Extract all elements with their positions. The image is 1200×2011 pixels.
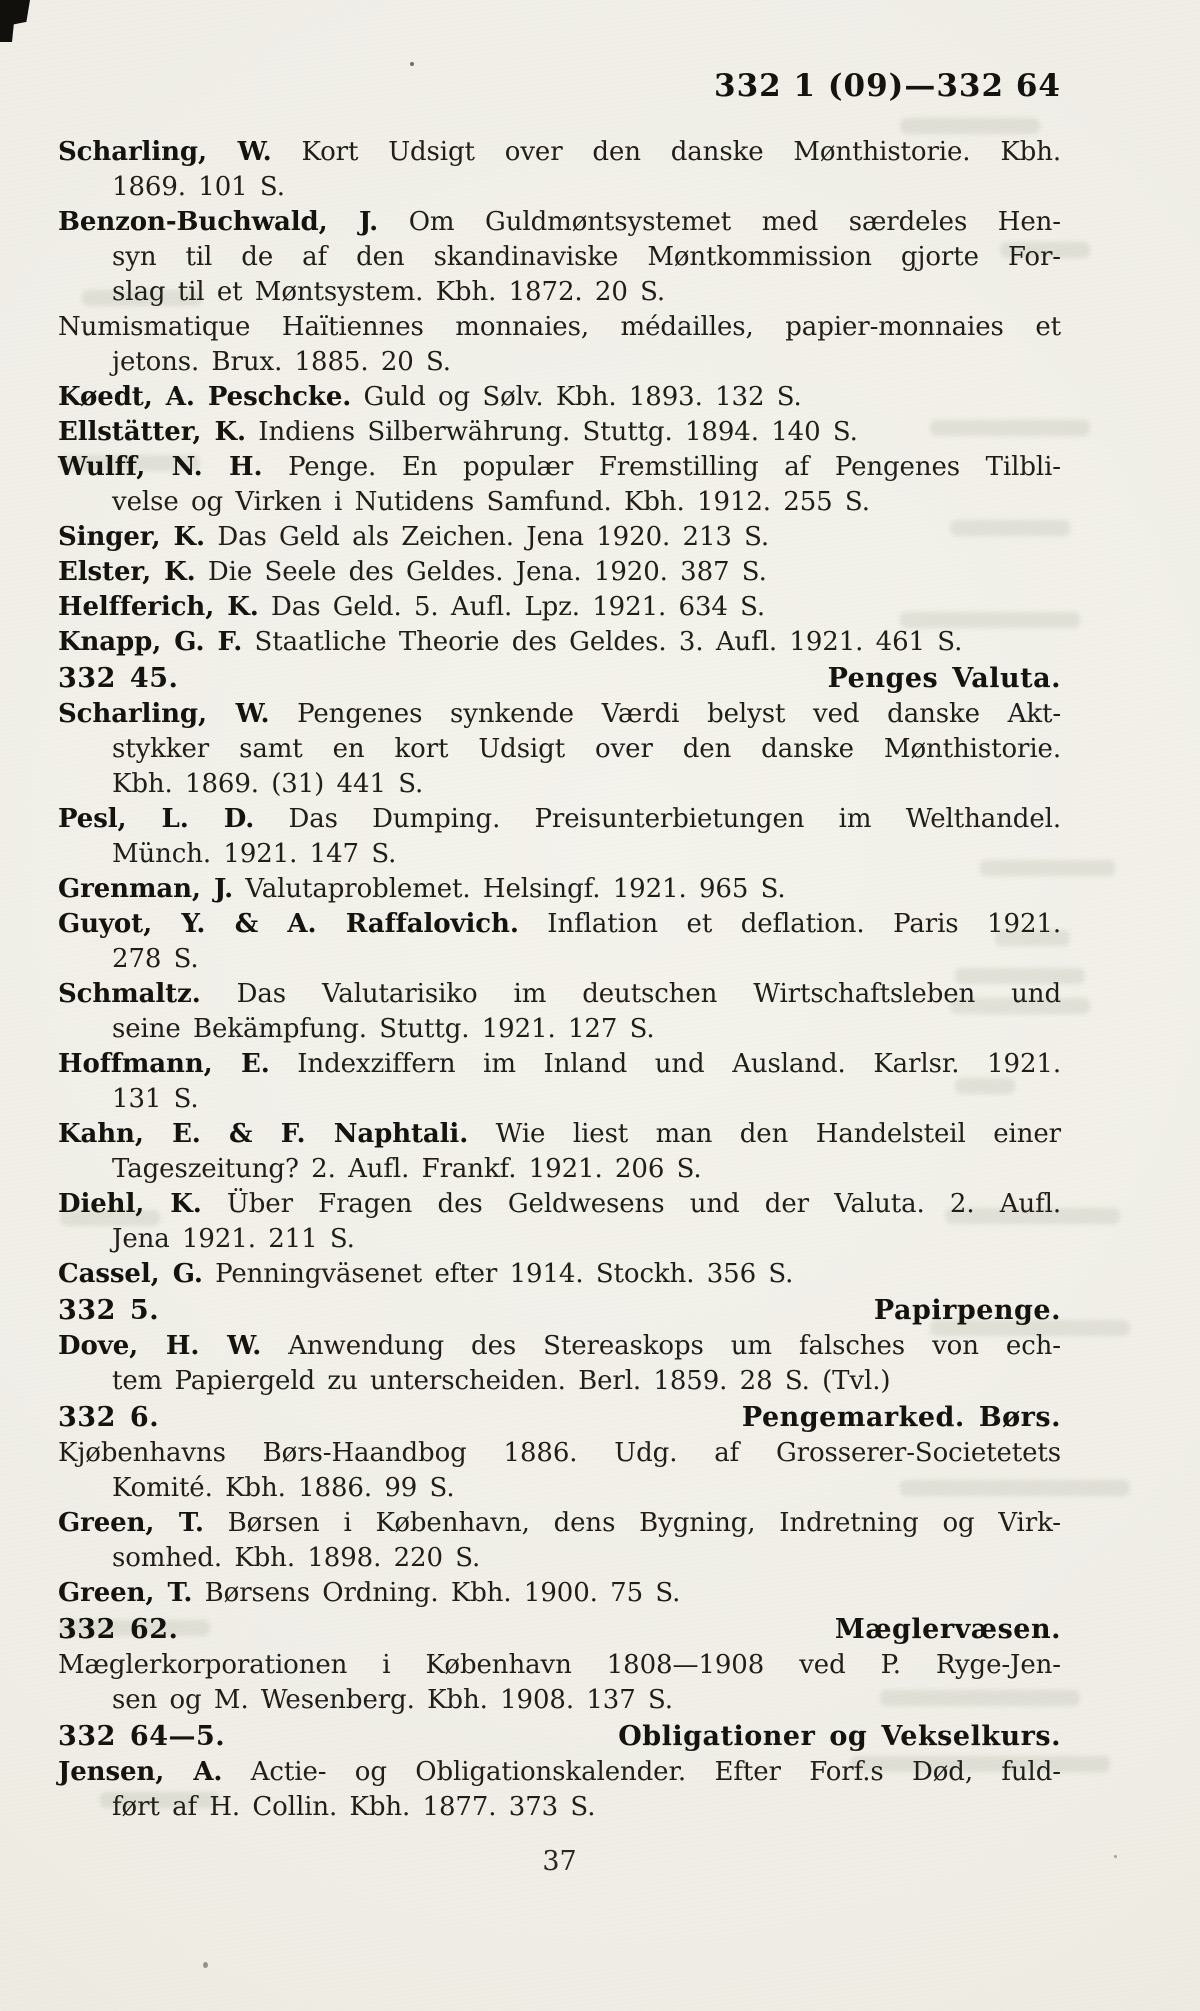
scan-speck: [203, 1962, 208, 1968]
entry-author: Helfferich, K.: [58, 592, 259, 622]
entry-author: Schmaltz.: [58, 979, 201, 1009]
entry-first-line: Schmaltz. Das Valutarisiko im deutschen Wirtschaftsleben und: [58, 979, 1061, 1009]
bibliography-list: [58, 135, 1061, 1825]
bibliography-entry: [58, 697, 1061, 802]
entry-continuation-line: Münch. 1921. 147 S.: [112, 839, 397, 869]
entry-continuation-line: syn til de af den skandinaviske Møntkommission gjorte For-: [112, 242, 1061, 272]
bibliography-entry: [58, 590, 1061, 625]
section-heading: [58, 1718, 1061, 1755]
scan-corner-artifact: [0, 0, 30, 42]
entry-continuation-line: Tageszeitung? 2. Aufl. Frankf. 1921. 206 S.: [112, 1154, 702, 1184]
bibliography-entry: [58, 1187, 1061, 1257]
entry-continuation-line: seine Bekämpfung. Stuttg. 1921. 127 S.: [112, 1014, 655, 1044]
entry-author: Pesl, L. D.: [58, 804, 255, 834]
entry-author: Kahn, E. & F. Naphtali.: [58, 1119, 469, 1149]
entry-first-line: Jensen, A. Actie- og Obligationskalender. Efter Forf.s Død, fuld-: [58, 1757, 1061, 1787]
entry-author: Wulff, N. H.: [58, 452, 263, 482]
entry-first-line: Dove, H. W. Anwendung des Stereaskops um falsches von ech-: [58, 1331, 1061, 1361]
entry-continuation-line: Jena 1921. 211 S.: [112, 1224, 355, 1254]
bibliography-entry: [58, 1506, 1061, 1576]
entry-first-line: Diehl, K. Über Fragen des Geldwesens und der Valuta. 2. Aufl.: [58, 1189, 1061, 1219]
entry-author: Green, T.: [58, 1578, 193, 1608]
scan-speck: [410, 62, 414, 66]
bibliography-entry: [58, 1117, 1061, 1187]
entry-first-line: Mæglerkorporationen i København 1808—1908 ved P. Ryge-Jen-: [58, 1650, 1061, 1680]
entry-continuation-line: Kbh. 1869. (31) 441 S.: [112, 769, 424, 799]
entry-continuation-line: somhed. Kbh. 1898. 220 S.: [112, 1543, 481, 1573]
entry-first-line: Grenman, J. Valutaproblemet. Helsingf. 1921. 965 S.: [58, 874, 786, 904]
entry-continuation-line: 278 S.: [112, 944, 199, 974]
entry-continuation-line: jetons. Brux. 1885. 20 S.: [112, 347, 451, 377]
bibliography-entry: [58, 1755, 1061, 1825]
bibliography-entry: [58, 625, 1061, 660]
entry-author: Scharling, W.: [58, 137, 272, 167]
entry-author: Hoffmann, E.: [58, 1049, 270, 1079]
entry-author: Singer, K.: [58, 522, 205, 552]
entry-first-line: Benzon-Buchwald, J. Om Guldmøntsystemet med særdeles Hen-: [58, 207, 1061, 237]
section-heading: [58, 1292, 1061, 1329]
entry-author: Grenman, J.: [58, 874, 234, 904]
entry-first-line: Scharling, W. Kort Udsigt over den danske Mønthistorie. Kbh.: [58, 137, 1061, 167]
entry-first-line: Kjøbenhavns Børs-Haandbog 1886. Udg. af Grosserer-Societetets: [58, 1438, 1061, 1468]
bibliography-entry: [58, 1576, 1061, 1611]
entry-author: Benzon-Buchwald, J.: [58, 207, 379, 237]
entry-first-line: Knapp, G. F. Staatliche Theorie des Geldes. 3. Aufl. 1921. 461 S.: [58, 627, 963, 657]
entry-author: Knapp, G. F.: [58, 627, 243, 657]
entry-author: Elster, K.: [58, 557, 196, 587]
show-through-artifact: [900, 118, 1040, 134]
bibliography-entry: [58, 415, 1061, 450]
section-code: 332 45.: [58, 663, 179, 694]
bibliography-entry: [58, 1257, 1061, 1292]
section-code: 332 5.: [58, 1295, 160, 1326]
entry-continuation-line: 1869. 101 S.: [112, 172, 285, 202]
section-code: 332 62.: [58, 1614, 179, 1645]
bibliography-entry: [58, 520, 1061, 555]
bibliography-entry: [58, 135, 1061, 205]
entry-continuation-line: stykker samt en kort Udsigt over den danske Mønthistorie.: [112, 734, 1061, 764]
bibliography-entry: [58, 1047, 1061, 1117]
section-title: Papirpenge.: [873, 1295, 1061, 1326]
entry-first-line: Green, T. Børsen i København, dens Bygning, Indretning og Virk-: [58, 1508, 1061, 1538]
bibliography-entry: [58, 310, 1061, 380]
bibliography-entry: [58, 1436, 1061, 1506]
entry-author: Dove, H. W.: [58, 1331, 262, 1361]
bibliography-entry: [58, 1648, 1061, 1718]
bibliography-entry: [58, 907, 1061, 977]
entry-continuation-line: sen og M. Wesenberg. Kbh. 1908. 137 S.: [112, 1685, 673, 1715]
entry-first-line: Elster, K. Die Seele des Geldes. Jena. 1920. 387 S.: [58, 557, 767, 587]
bibliography-entry: [58, 380, 1061, 415]
entry-first-line: Hoffmann, E. Indexziffern im Inland und Ausland. Karlsr. 1921.: [58, 1049, 1061, 1079]
entry-continuation-line: slag til et Møntsystem. Kbh. 1872. 20 S.: [112, 277, 666, 307]
bibliography-entry: [58, 555, 1061, 590]
entry-first-line: Helfferich, K. Das Geld. 5. Aufl. Lpz. 1921. 634 S.: [58, 592, 766, 622]
entry-author: Cassel, G.: [58, 1259, 203, 1289]
entry-first-line: Ellstätter, K. Indiens Silberwährung. Stuttg. 1894. 140 S.: [58, 417, 858, 447]
entry-continuation-line: ført af H. Collin. Kbh. 1877. 373 S.: [112, 1792, 596, 1822]
entry-continuation-line: Komité. Kbh. 1886. 99 S.: [112, 1473, 455, 1503]
section-title: Penges Valuta.: [827, 663, 1061, 694]
bibliography-entry: [58, 802, 1061, 872]
entry-author: Køedt, A. Peschcke.: [58, 382, 352, 412]
entry-first-line: Singer, K. Das Geld als Zeichen. Jena 1920. 213 S.: [58, 522, 770, 552]
entry-author: Guyot, Y. & A. Raffalovich.: [58, 909, 519, 939]
section-code: 332 6.: [58, 1402, 160, 1433]
entry-first-line: Pesl, L. D. Das Dumping. Preisunterbietungen im Welthandel.: [58, 804, 1061, 834]
entry-author: Green, T.: [58, 1508, 204, 1538]
section-heading: [58, 660, 1061, 697]
scan-speck: [1114, 1855, 1117, 1858]
entry-author: Diehl, K.: [58, 1189, 202, 1219]
entry-first-line: Scharling, W. Pengenes synkende Værdi belyst ved danske Akt-: [58, 699, 1062, 729]
entry-first-line: Cassel, G. Penningväsenet efter 1914. Stockh. 356 S.: [58, 1259, 794, 1289]
entry-first-line: Green, T. Børsens Ordning. Kbh. 1900. 75 S.: [58, 1578, 681, 1608]
entry-author: Ellstätter, K.: [58, 417, 246, 447]
entry-author: Scharling, W.: [58, 699, 270, 729]
page-number: 37: [542, 1846, 577, 1877]
bibliography-entry: [58, 450, 1061, 520]
section-title: Obligationer og Vekselkurs.: [618, 1721, 1061, 1752]
bibliography-entry: [58, 977, 1061, 1047]
bibliography-entry: [58, 872, 1061, 907]
entry-author: Jensen, A.: [58, 1757, 223, 1787]
section-title: Pengemarked. Børs.: [741, 1402, 1061, 1433]
entry-first-line: Wulff, N. H. Penge. En populær Fremstilling af Pengenes Tilbli-: [58, 452, 1061, 482]
bibliography-entry: [58, 1329, 1061, 1399]
entry-continuation-line: 131 S.: [112, 1084, 199, 1114]
bibliography-entry: [58, 205, 1061, 310]
entry-continuation-line: velse og Virken i Nutidens Samfund. Kbh. 1912. 255 S.: [112, 487, 870, 517]
entry-continuation-line: tem Papiergeld zu unterscheiden. Berl. 1859. 28 S. (Tvl.): [112, 1366, 891, 1396]
section-heading: [58, 1611, 1061, 1648]
entry-first-line: Køedt, A. Peschcke. Guld og Sølv. Kbh. 1893. 132 S.: [58, 382, 802, 412]
section-title: Mæglervæsen.: [834, 1614, 1061, 1645]
entry-first-line: Numismatique Haïtiennes monnaies, médailles, papier-monnaies et: [58, 312, 1061, 342]
section-code: 332 64—5.: [58, 1721, 226, 1752]
section-heading: [58, 1399, 1061, 1436]
entry-first-line: Guyot, Y. & A. Raffalovich. Inflation et deflation. Paris 1921.: [58, 909, 1061, 939]
running-head: [58, 68, 1061, 104]
classification-range: 332 1 (09)—332 64: [714, 68, 1061, 104]
entry-first-line: Kahn, E. & F. Naphtali. Wie liest man den Handelsteil einer: [58, 1119, 1061, 1149]
